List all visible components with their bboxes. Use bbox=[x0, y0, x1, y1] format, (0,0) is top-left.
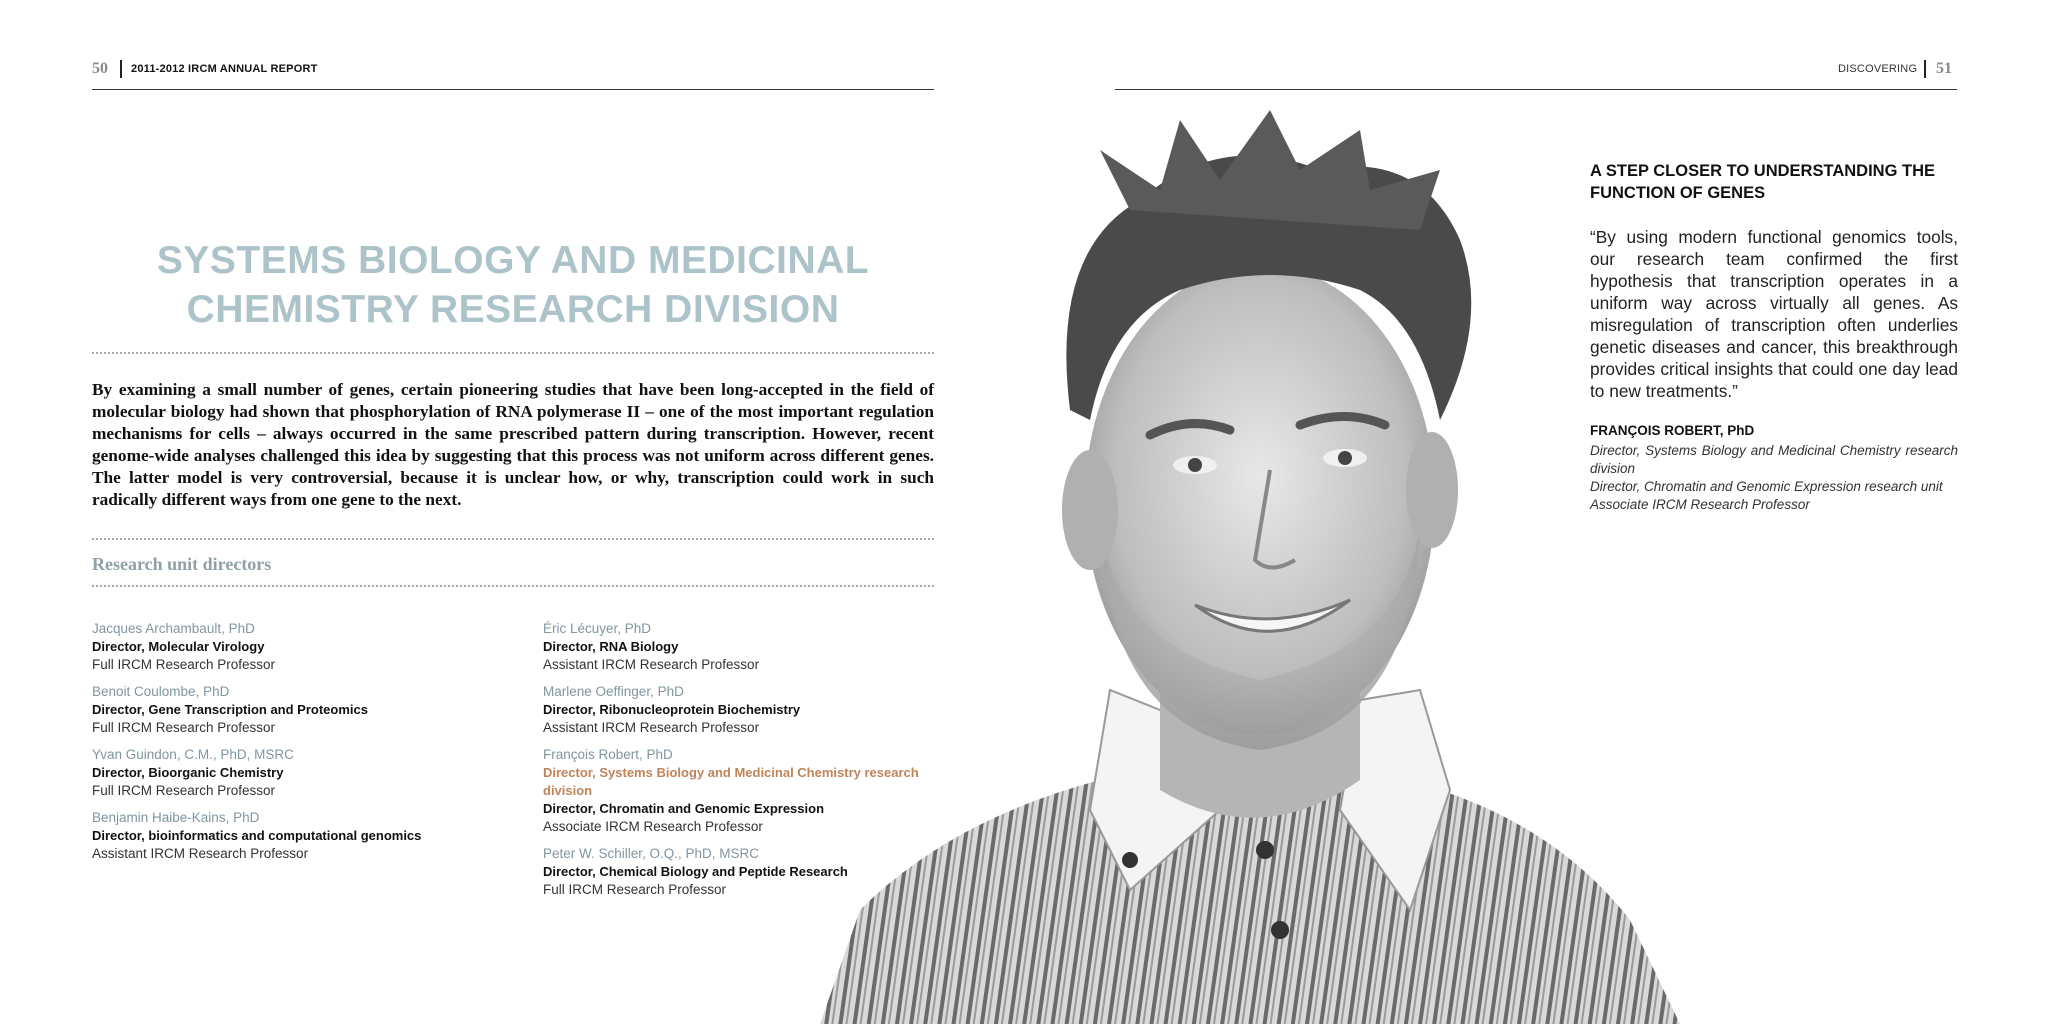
director-title: Director, Chromatin and Genomic Expression bbox=[543, 801, 825, 816]
quote-author: FRANÇOIS ROBERT, PhD bbox=[1590, 423, 1755, 438]
director-title: Director, Chemical Biology and Peptide Research bbox=[543, 864, 848, 879]
page-number-left: 50 bbox=[92, 60, 108, 77]
director-professorship: Assistant IRCM Research Professor bbox=[543, 720, 760, 735]
director-name: Éric Lécuyer, PhD bbox=[543, 621, 652, 636]
quote-title: A STEP CLOSER TO UNDERSTANDING THE FUNCTION OF GENES bbox=[1590, 162, 1936, 202]
header-separator-right bbox=[1924, 60, 1926, 78]
director-name: Marlene Oeffinger, PhD bbox=[543, 684, 684, 699]
section-label: DISCOVERING bbox=[1838, 63, 1918, 75]
director-title: Director, Bioorganic Chemistry bbox=[92, 765, 284, 780]
director-professorship: Full IRCM Research Professor bbox=[92, 783, 276, 798]
director-name: François Robert, PhD bbox=[543, 747, 673, 762]
director-title: Director, Gene Transcription and Proteomics bbox=[92, 702, 368, 717]
division-title-line-2: CHEMISTRY RESEARCH DIVISION bbox=[186, 288, 840, 331]
director-title: Director, bioinformatics and computational genomics bbox=[92, 828, 422, 843]
director-professorship: Full IRCM Research Professor bbox=[543, 882, 727, 897]
director-entry bbox=[92, 809, 512, 863]
director-name: Peter W. Schiller, O.Q., PhD, MSRC bbox=[543, 846, 760, 861]
director-title: Director, Ribonucleoprotein Biochemistry bbox=[543, 702, 801, 717]
director-entry bbox=[92, 746, 512, 800]
director-professorship: Full IRCM Research Professor bbox=[92, 720, 276, 735]
page-number-right: 51 bbox=[1936, 60, 1952, 77]
quote-text: “By using modern functional genomics tools, our research team confirmed the first hypothesis that transcription operates in a uniform way across virtually all genes. As misregulation of transcription often underlies genetic diseases and cancer, this breakthrough provides critical insights that could one day lead to new treatments.” bbox=[1590, 227, 1958, 401]
directors-heading: Research unit directors bbox=[92, 554, 272, 574]
director-professorship: Assistant IRCM Research Professor bbox=[543, 657, 760, 672]
director-name: Benjamin Haibe-Kains, PhD bbox=[92, 810, 260, 825]
director-entry bbox=[92, 683, 512, 737]
quote-role: Associate IRCM Research Professor bbox=[1590, 497, 1810, 512]
director-professorship: Associate IRCM Research Professor bbox=[543, 819, 763, 834]
director-professorship: Full IRCM Research Professor bbox=[92, 657, 276, 672]
quote-role: Director, Systems Biology and Medicinal Chemistry research division bbox=[1590, 443, 1958, 476]
director-name: Yvan Guindon, C.M., PhD, MSRC bbox=[92, 747, 294, 762]
quote-role: Director, Chromatin and Genomic Expression research unit bbox=[1590, 479, 1943, 494]
director-title: Director, Molecular Virology bbox=[92, 639, 265, 654]
report-title: 2011-2012 IRCM ANNUAL REPORT bbox=[131, 63, 318, 75]
director-entry bbox=[92, 620, 512, 674]
director-title-highlighted: Director, Systems Biology and Medicinal Chemistry research division bbox=[543, 765, 919, 798]
director-name: Jacques Archambault, PhD bbox=[92, 621, 255, 636]
director-professorship: Assistant IRCM Research Professor bbox=[92, 846, 309, 861]
director-title: Director, RNA Biology bbox=[543, 639, 679, 654]
director-name: Benoit Coulombe, PhD bbox=[92, 684, 230, 699]
header-separator-left bbox=[120, 60, 122, 78]
directors-column-left bbox=[92, 620, 512, 872]
quote-author-roles bbox=[1590, 442, 1958, 514]
division-title-line-1: SYSTEMS BIOLOGY AND MEDICINAL bbox=[156, 239, 870, 282]
intro-paragraph: By examining a small number of genes, certain pioneering studies that have been long-accepted in the field of molecular biology had shown that phosphorylation of RNA polymerase II – one of the most important regulation mechanisms for cells – always occurred in the same prescribed pattern during transcription. However, recent genome-wide analyses challenged this idea by suggesting that this process was not uniform across different genes. The latter model is very controversial, because it is unclear how, or why, transcription could work in such radically different ways from one gene to the next. bbox=[92, 380, 934, 509]
